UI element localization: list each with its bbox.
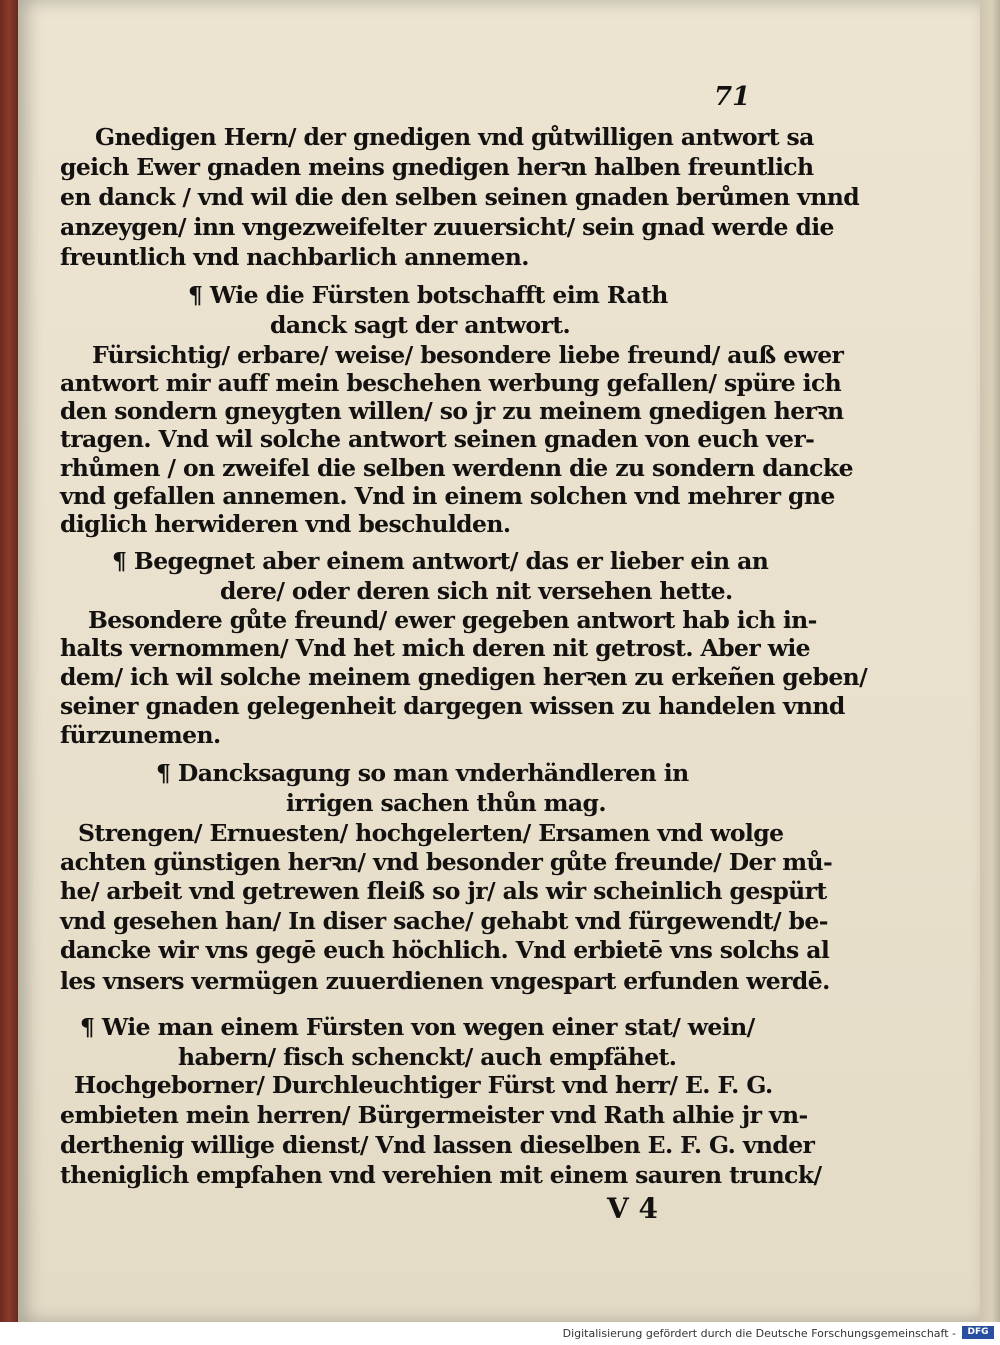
section-heading: ¶ Wie die Fürsten botschafft eim Rath (188, 281, 668, 309)
text-line: en danck / vnd wil die den selben seinen gnaden berůmen vnnd (60, 183, 860, 211)
text-line: achten günstigen herꝛn/ vnd besonder gůte freunde/ Der mů- (60, 848, 833, 876)
text-line: embieten mein herren/ Bürgermeister vnd Rath alhie jr vn- (60, 1101, 808, 1129)
text-line: seiner gnaden gelegenheit dargegen wissen zu handelen vnnd (60, 692, 845, 720)
page-edge (980, 0, 1000, 1322)
signature-mark: V 4 (607, 1192, 658, 1225)
text-line: Fürsichtig/ erbare/ weise/ besondere liebe freund/ auß ewer (92, 341, 844, 369)
text-line: antwort mir auff mein beschehen werbung gefallen/ spüre ich (60, 369, 842, 397)
section-heading: ¶ Wie man einem Fürsten von wegen einer stat/ wein/ (80, 1013, 755, 1041)
footer-credit: Digitalisierung gefördert durch die Deutsche Forschungsgemeinschaft - (562, 1327, 956, 1340)
page-number: 71 (714, 82, 751, 112)
text-line: derthenig willige dienst/ Vnd lassen dieselben E. F. G. vnder (60, 1131, 815, 1159)
text-line: fürzunemen. (60, 721, 221, 749)
section-heading: danck sagt der antwort. (270, 311, 571, 339)
text-line: Gnedigen Hern/ der gnedigen vnd gůtwilligen antwort sa (95, 123, 814, 151)
text-line: rhůmen / on zweifel die selben werdenn die zu sondern dancke (60, 454, 853, 482)
text-line: diglich herwideren vnd beschulden. (60, 510, 511, 538)
section-heading: habern/ fisch schenckt/ auch empfähet. (178, 1043, 677, 1071)
text-line: dem/ ich wil solche meinem gnedigen herꝛen zu erkeñen geben/ (60, 663, 868, 691)
text-line: les vnsers vermügen zuuerdienen vngespart erfunden werdē. (60, 967, 830, 995)
text-line: Hochgeborner/ Durchleuchtiger Fürst vnd herr/ E. F. G. (74, 1071, 773, 1099)
section-heading: ¶ Begegnet aber einem antwort/ das er lieber ein an (112, 547, 769, 575)
text-line: tragen. Vnd wil solche antwort seinen gnaden von euch ver- (60, 425, 815, 453)
text-line: halts vernommen/ Vnd het mich deren nit getrost. Aber wie (60, 634, 811, 662)
section-heading: dere/ oder deren sich nit versehen hette. (220, 577, 733, 605)
text-line: geich Ewer gnaden meins gnedigen herꝛn halben freuntlich (60, 153, 814, 181)
text-line: he/ arbeit vnd getrewen fleiß so jr/ als wir scheinlich gespürt (60, 877, 827, 905)
text-line: den sondern gneygten willen/ so jr zu meinem gnedigen herꝛn (60, 397, 844, 425)
text-line: vnd gefallen annemen. Vnd in einem solchen vnd mehrer gne (60, 482, 835, 510)
text-line: vnd gesehen han/ In diser sache/ gehabt vnd fürgewendt/ be- (60, 907, 828, 935)
text-line: dancke wir vns gegē euch höchlich. Vnd erbietē vns solchs al (60, 936, 830, 964)
text-line: theniglich empfahen vnd verehien mit einem sauren trunck/ (60, 1161, 822, 1189)
text-line: Besondere gůte freund/ ewer gegeben antwort hab ich in- (88, 606, 817, 634)
text-line: Strengen/ Ernuesten/ hochgelerten/ Ersamen vnd wolge (78, 819, 784, 847)
section-heading: ¶ Dancksagung so man vnderhändleren in (156, 759, 689, 787)
dfg-logo-icon: DFG (962, 1326, 994, 1339)
text-line: anzeygen/ inn vngezweifelter zuuersicht/ sein gnad werde die (60, 213, 834, 241)
text-line: freuntlich vnd nachbarlich annemen. (60, 243, 529, 271)
section-heading: irrigen sachen thůn mag. (286, 789, 606, 817)
